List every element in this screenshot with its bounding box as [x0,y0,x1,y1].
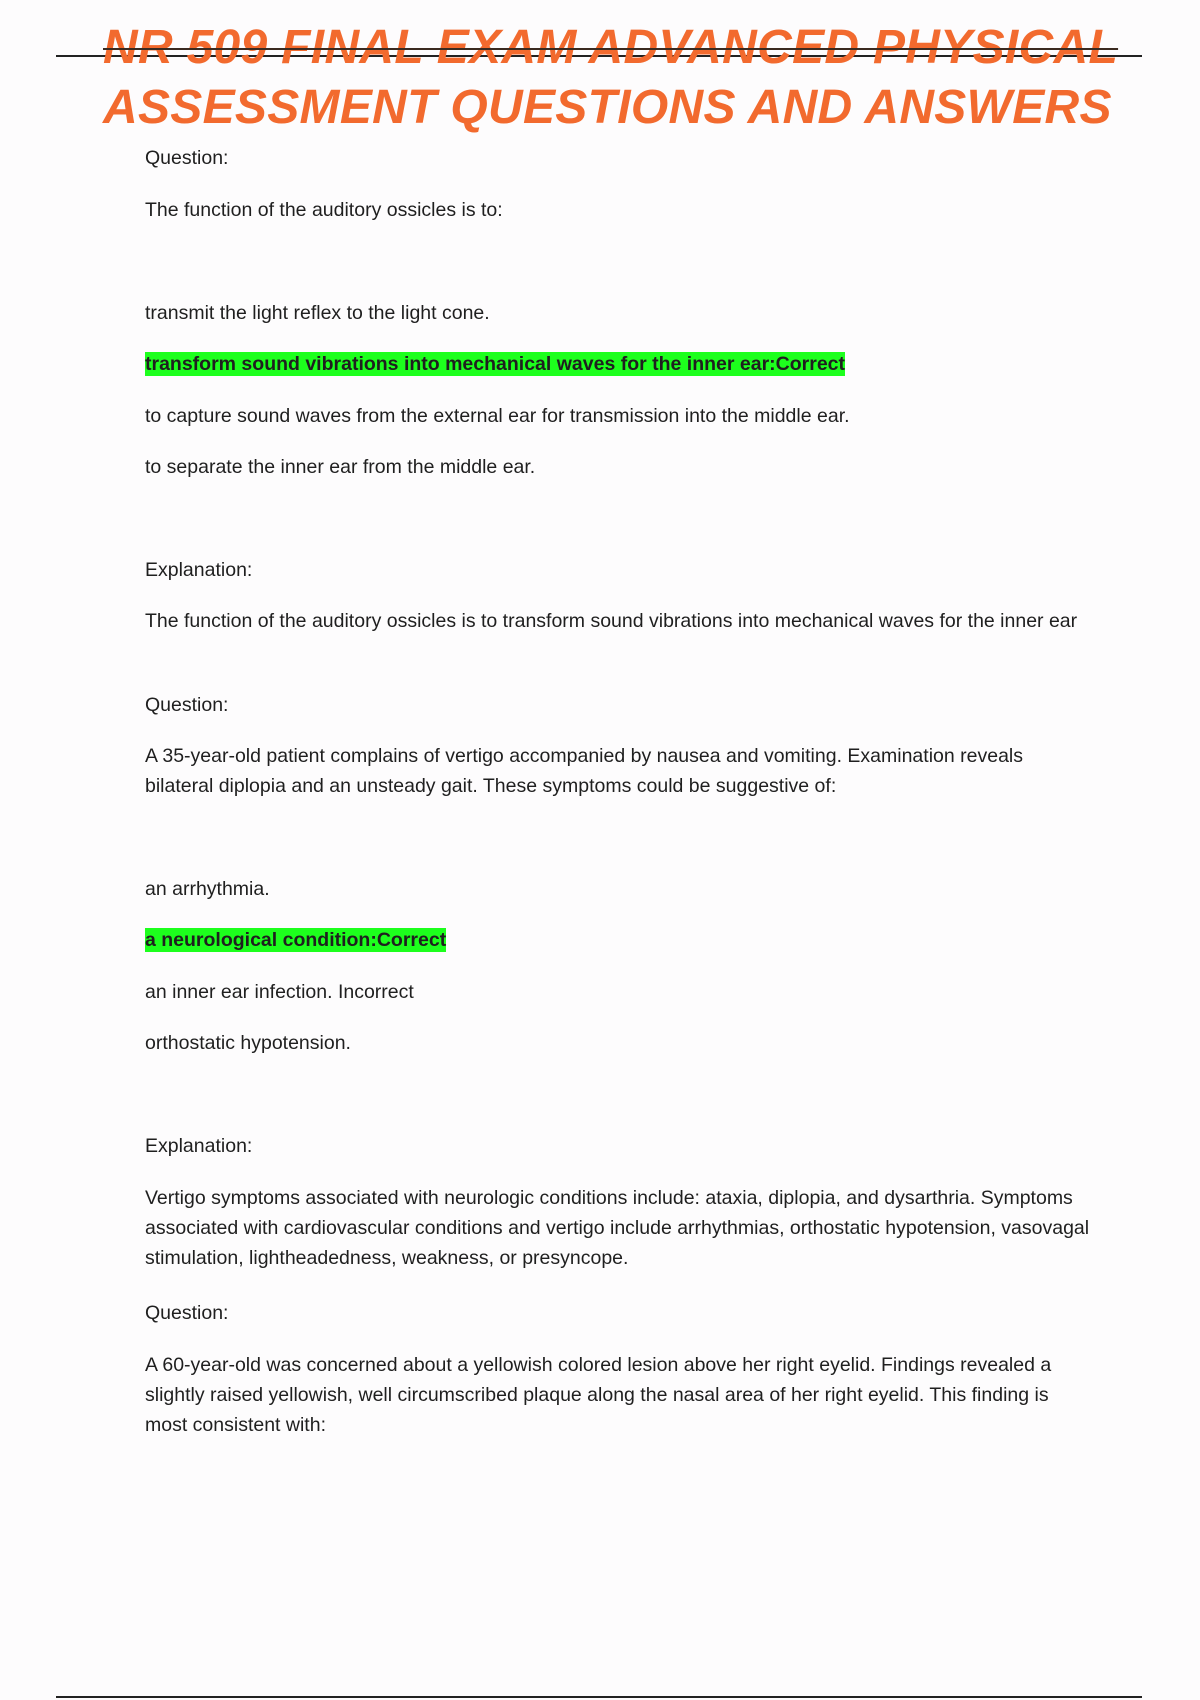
q1-option-1: transmit the light reflex to the light cone. [145,302,490,324]
q3-question-text: A 60-year-old was concerned about a yellowish colored lesion above her right eyelid. Findings revealed a slightly raised yellowish, well circumscribed plaque along the nasal area of her right eyelid. This finding is most consistent with: [145,1354,1052,1436]
q1-explanation-text: The function of the auditory ossicles is to transform sound vibrations into mechanical waves for the inner ear [145,610,1078,632]
q2-option-3: an inner ear infection. Incorrect [145,981,414,1003]
q1-option-3: to capture sound waves from the external ear for transmission into the middle ear. [145,405,850,427]
q1-explanation-label: Explanation: [145,559,253,581]
q2-explanation-label: Explanation: [145,1135,253,1157]
document-title [103,18,1163,138]
q2-explanation-text: Vertigo symptoms associated with neurologic conditions include: ataxia, diplopia, and dysarthria. Symptoms associated with cardiovascular conditions and vertigo include arrhythmias, orthostatic hypotension, vasovagal stimulation, lightheadedness, weakness, or presyncope. [145,1187,1090,1269]
q1-option-2-correct [145,349,1095,379]
q2-question-label: Question: [145,694,229,716]
q3-question-label: Question: [145,1302,229,1324]
title-line-2: ASSESSMENT QUESTIONS AND ANSWERS [103,81,1112,134]
correct-answer-highlight: a neurological condition:Correct [145,929,447,951]
footer-rule [56,1696,1142,1698]
title-line-1: NR 509 FINAL EXAM ADVANCED PHYSICAL [103,21,1119,74]
q2-option-1: an arrhythmia. [145,878,270,900]
correct-answer-highlight: transform sound vibrations into mechanical waves for the inner ear:Correct [145,353,846,375]
q2-option-4: orthostatic hypotension. [145,1032,351,1054]
q1-question-text: The function of the auditory ossicles is to: [145,199,503,221]
q2-question-text: A 35-year-old patient complains of vertigo accompanied by nausea and vomiting. Examination reveals bilateral diplopia and an unsteady gait. These symptoms could be suggestive of: [145,745,1023,797]
q1-option-4: to separate the inner ear from the middle ear. [145,456,536,478]
q2-option-2-correct [145,925,1095,955]
q1-question-label: Question: [145,147,229,169]
